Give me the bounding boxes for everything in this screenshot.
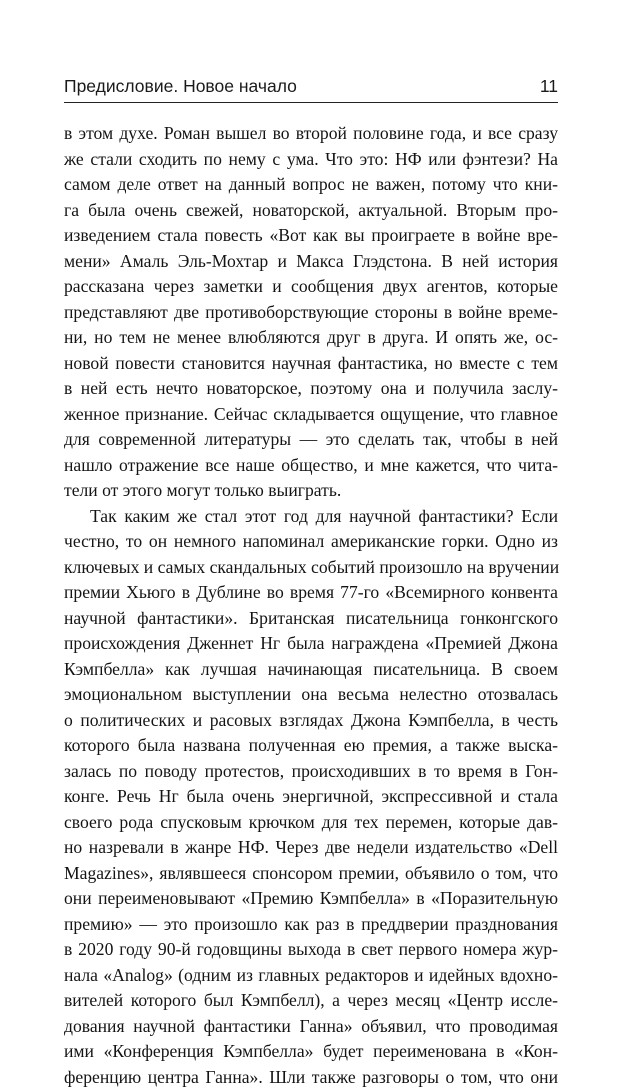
text-line: в 2020 году 90-й годовщины выхода в свет первого номера жур-	[64, 937, 558, 963]
text-line: честно, то он немного напоминал американские горки. Одно из	[64, 529, 558, 555]
text-line: самом деле ответ на данный вопрос не важен, потому что кни-	[64, 172, 558, 198]
text-line: изведением стала повесть «Вот как вы проиграете в войне вре-	[64, 223, 558, 249]
text-line: Так каким же стал этот год для научной фантастики? Если	[64, 504, 558, 530]
page-number: 11	[540, 76, 558, 97]
text-line: в этом духе. Роман вышел во второй половине года, и все сразу	[64, 121, 558, 147]
text-line: для современной литературы — это сделать так, чтобы в ней	[64, 427, 558, 453]
text-line: га была очень свежей, новаторской, актуальной. Вторым про-	[64, 198, 558, 224]
text-line: ференцию центра Ганна». Шли также разговоры о том, что они	[64, 1065, 558, 1090]
text-line: дования научной фантастики Ганна» объявил, что проводимая	[64, 1014, 558, 1040]
text-line: же стали сходить по нему с ума. Что это: НФ или фэнтези? На	[64, 147, 558, 173]
text-line: мени» Амаль Эль-Мохтар и Макса Глэдстона. В ней история	[64, 249, 558, 275]
text-line: но назревали в жанре НФ. Через две недели издательство «Dell	[64, 835, 558, 861]
text-line: премию» — это произошло как раз в преддверии празднования	[64, 912, 558, 938]
text-line: научной фантастики». Британская писательница гонконгского	[64, 606, 558, 632]
body-text	[64, 121, 558, 1090]
text-line: эмоциональном выступлении она весьма нелестно отозвалась	[64, 682, 558, 708]
text-line: нашло отражение все наше общество, и мне кажется, что чита-	[64, 453, 558, 479]
text-line: женное признание. Сейчас складывается ощущение, что главное	[64, 402, 558, 428]
text-line: своего рода спусковым крючком для тех перемен, которые дав-	[64, 810, 558, 836]
text-line: конге. Речь Нг была очень энергичной, экспрессивной и стала	[64, 784, 558, 810]
text-line: которого была названа полученная ею премия, а также выска-	[64, 733, 558, 759]
text-line: залась по поводу протестов, происходивших в то время в Гон-	[64, 759, 558, 785]
text-line: новой повести становится научная фантастика, но вместе с тем	[64, 351, 558, 377]
text-line: Кэмпбелла» как лучшая начинающая писательница. В своем	[64, 657, 558, 683]
text-line: представляют две противоборствующие стороны в войне време-	[64, 300, 558, 326]
text-line: вителей которого был Кэмпбелл), а через месяц «Центр иссле-	[64, 988, 558, 1014]
text-line: в ней есть нечто новаторское, поэтому она и получила заслу-	[64, 376, 558, 402]
text-line: нала «Analog» (одним из главных редакторов и идейных вдохно-	[64, 963, 558, 989]
chapter-title: Предисловие. Новое начало	[64, 76, 297, 97]
text-line: ими «Конференция Кэмпбелла» будет переименована в «Кон-	[64, 1039, 558, 1065]
text-line: рассказана через заметки и сообщения двух агентов, которые	[64, 274, 558, 300]
text-line: они переименовывают «Премию Кэмпбелла» в «Поразительную	[64, 886, 558, 912]
paragraph-1	[64, 121, 558, 504]
text-line: премии Хьюго в Дублине во время 77-го «Всемирного конвента	[64, 580, 558, 606]
text-line: Magazines», являвшееся спонсором премии, объявило о том, что	[64, 861, 558, 887]
paragraph-2	[64, 504, 558, 1090]
running-head	[64, 76, 558, 103]
text-line: тели от этого могут только выиграть.	[64, 478, 558, 504]
text-line: ни, но тем не менее влюбляются друг в друга. И опять же, ос-	[64, 325, 558, 351]
text-line: ключевых и самых скандальных событий произошло на вручении	[64, 555, 558, 581]
text-line: происхождения Дженнет Нг была награждена «Премией Джона	[64, 631, 558, 657]
text-line: о политических и расовых взглядах Джона Кэмпбелла, в честь	[64, 708, 558, 734]
